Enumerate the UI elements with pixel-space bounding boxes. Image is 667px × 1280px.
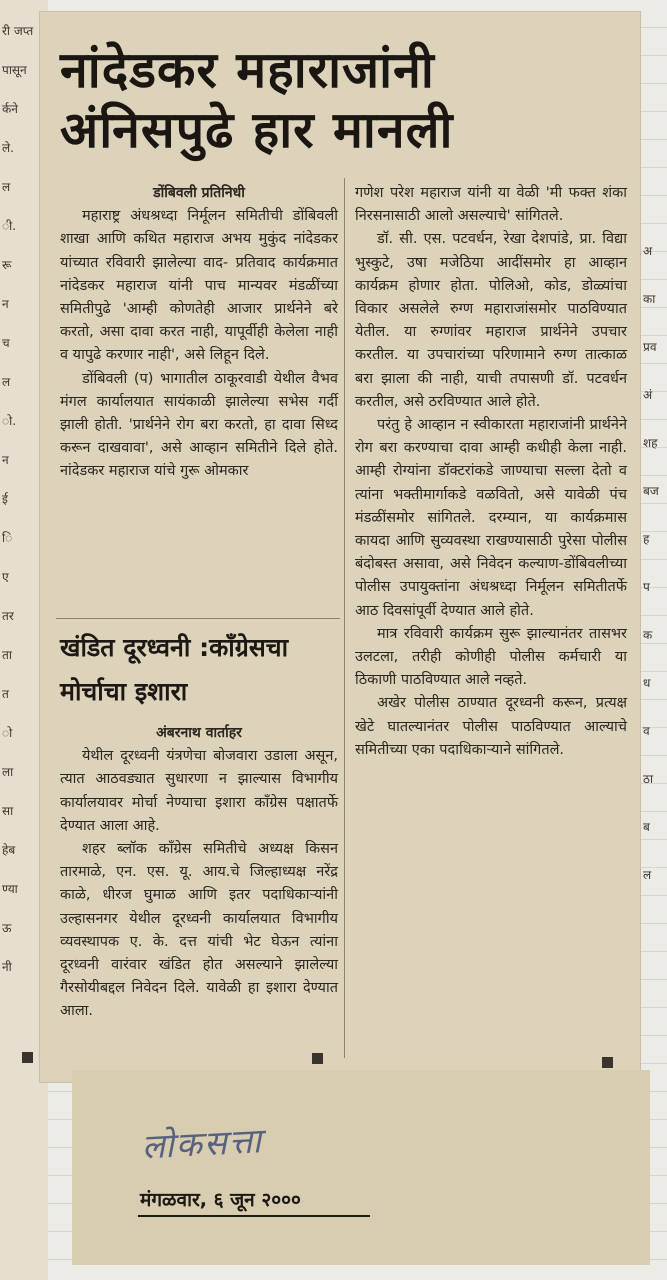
margin-text-fragment: ण्या — [2, 882, 18, 896]
paragraph: अखेर पोलीस ठाण्यात दूरध्वनी करून, प्रत्यक्ष खेटे घातल्यानंतर पोलीस पाठविण्यात आल्याचे समितीच्या एका पदाधिकाऱ्याने सांगितले. — [355, 695, 627, 758]
margin-text-fragment: ी. — [2, 219, 17, 233]
margin-text-fragment: नी — [2, 960, 12, 974]
margin-text-fragment: ल — [2, 375, 11, 389]
margin-text-fragment: च — [2, 336, 10, 350]
paragraph: शहर ब्लॉक कॉंग्रेस समितीचे अध्यक्ष किसन तारमाळे, एन. एस. यू. आय.चे जिल्हाध्यक्ष नरेंद्र काळे, धीरज घुमाळ आणि इतर पदाधिकाऱ्यांनी उल्हासनगर येथील दूरध्वनी कार्यालयात विभागीय व्यवस्थापक ए. के. दत्त यांची भेट घेऊन त्यांना दूरध्वनी वारंवार खंडित होत असल्याने झालेल्या गैरसोयीबद्दल निवेदन दिले. यावेळी हा इशारा देण्यात आला. — [60, 841, 338, 1020]
margin-text-fragment: ला — [2, 765, 14, 779]
margin-text-fragment: ो. — [2, 414, 17, 428]
byline-sub: अंबरनाथ वार्ताहर — [156, 725, 242, 741]
masthead-logo: लोकसत्ता — [140, 1121, 265, 1168]
margin-text-fragment: न — [2, 297, 9, 311]
margin-text-fragment: प्रव — [643, 340, 657, 354]
margin-text-fragment: तर — [2, 609, 14, 623]
column-divider — [344, 178, 345, 1058]
paragraph: महाराष्ट्र अंधश्रध्दा निर्मूलन समितीची डोंबिवली शाखा आणि कथित महाराज अभय मुकुंद नांदेडकर यांच्यात रविवारी झालेल्या वाद- प्रतिवाद कार्यक्रमात नांदेडकर महाराज यांनी पाच मान्यवर मंडळींच्या समितीपुढे 'आम्ही कोणतेही आजार प्रार्थनेने बरे करतो, असा दावा करत नाही, यापूर्वीही केलेला नाही व यापुढे करणार नाही', असे लिहून दिले. — [60, 208, 338, 364]
margin-text-fragment: व — [643, 724, 650, 738]
margin-text-fragment: ए — [2, 570, 9, 584]
end-mark-icon — [22, 1052, 33, 1063]
sub-headline — [60, 626, 340, 714]
end-mark-icon — [602, 1057, 613, 1068]
sub-article-column — [60, 722, 338, 1024]
section-divider — [56, 618, 340, 619]
margin-text-fragment: ई — [2, 492, 8, 506]
margin-text-fragment: ता — [2, 648, 12, 662]
margin-text-fragment: बज — [643, 484, 659, 498]
paragraph: येथील दूरध्वनी यंत्रणेचा बोजवारा उडाला असून, त्यात आठवड्यात सुधारणा न झाल्यास विभागीय कार्यालयावर मोर्चा नेण्याचा इशारा कॉंग्रेस पक्षातर्फे देण्यात आला आहे. — [60, 748, 338, 834]
headline-line-1: नांदेडकर महाराजांनी — [60, 41, 435, 99]
dateline: मंगळवार, ६ जून २००० — [140, 1189, 301, 1211]
margin-text-fragment: शह — [643, 436, 658, 450]
margin-text-fragment: न — [2, 453, 9, 467]
margin-text-fragment: ब — [643, 820, 650, 834]
margin-text-fragment: ऊ — [2, 921, 12, 935]
end-mark-icon — [312, 1053, 323, 1064]
right-adjacent-clipping — [639, 230, 667, 930]
margin-text-fragment: ह — [643, 532, 650, 546]
margin-text-fragment: क — [643, 628, 653, 642]
sub-headline-line-1: खंडित दूरध्वनी :कॉंग्रेसचा — [60, 633, 289, 662]
paragraph: परंतु हे आव्हान न स्वीकारता महाराजांनी प्रार्थनेने रोग बरा करण्याचा दावा आम्ही कधीही केला नाही. आम्ही रोग्यांना डॉक्टरांकडे जाण्याचा सल्ला देतो व त्यांना भक्तीमार्गाकडे वळवितो, असे यावेळी पंच मंडळींसमोर सांगितले. दरम्यान, या कार्यक्रमास कायदा आणि सुव्यवस्था राखण्यासाठी पुरेसा पोलीस बंदोबस्त असावा, असे निवेदन कल्याण-डोंबिवलीच्या पोलीस उपायुक्तांना अंधश्रध्दा निर्मूलन समितीतर्फे आठ दिवसांपूर्वी देण्यात आले होते. — [355, 417, 627, 619]
margin-text-fragment: सा — [2, 804, 14, 818]
paragraph: डॉ. सी. एस. पटवर्धन, रेखा देशपांडे, प्रा. विद्या भुस्कुटे, उषा मजेठिया आदींसमोर हा आव्हान कार्यक्रम होणार होता. पोलिओ, कोड, डोळ्यांचा विकार असलेले रुग्ण महाराजांसमोर पाठविण्यात येतील. या रुग्णांवर महाराज प्रार्थनेने उपचार करतील. या उपचारांच्या परिणामाने रुग्ण तात्काळ बरा झाला की नाही, याची तपासणी डॉ. पटवर्धन करतील, असे ठरविण्यात आले होते. — [355, 231, 627, 410]
margin-text-fragment: री जप्त — [2, 24, 34, 38]
headline-line-2: अंनिसपुढे हार मानली — [60, 101, 454, 159]
margin-text-fragment: ध — [643, 676, 651, 690]
margin-text-fragment: हेब — [2, 843, 16, 857]
paragraph: डोंबिवली (प) भागातील ठाकूरवाडी येथील वैभव मंगल कार्यालयात सायंकाळी झालेल्या सभेस गर्दी झाली होती. 'प्रार्थनेने रोग बरा करतो, हा दावा सिध्द करून दाखवावा', असे आव्हान समितीने दिले होते. नांदेडकर महाराज यांचे गुरू ओमकार — [60, 370, 338, 480]
paragraph: मात्र रविवारी कार्यक्रम सुरू झाल्यानंतर तासभर उलटला, तरीही कोणीही पोलीस कर्मचारी या ठिकाणी पाठविण्यात आले नव्हते. — [355, 625, 627, 689]
margin-text-fragment: रू — [2, 258, 12, 272]
margin-text-fragment: पासून — [2, 63, 27, 77]
margin-text-fragment: ल — [2, 180, 11, 194]
sub-headline-line-2: मोर्चाचा इशारा — [60, 677, 188, 706]
headline — [60, 40, 630, 160]
margin-text-fragment: का — [643, 292, 656, 306]
article-right-column — [355, 182, 627, 762]
margin-text-fragment: त — [2, 687, 9, 701]
margin-text-fragment: ो — [2, 726, 13, 740]
margin-text-fragment: ठा — [643, 772, 654, 786]
article-left-column — [60, 182, 338, 484]
margin-text-fragment: प — [643, 580, 650, 594]
byline-main: डोंबिवली प्रतिनिधी — [153, 185, 245, 201]
margin-text-fragment: ल — [643, 868, 652, 882]
dateline-underline — [138, 1215, 370, 1217]
margin-text-fragment: र्कने — [2, 102, 18, 116]
margin-text-fragment: अं — [643, 388, 653, 402]
paragraph: गणेश परेश महाराज यांनी या वेळी 'मी फक्त शंका निरसनासाठी आलो असल्याचे' सांगितले. — [355, 185, 627, 225]
margin-text-fragment: अ — [643, 244, 653, 258]
margin-text-fragment: ले. — [2, 141, 14, 155]
margin-text-fragment: ि — [2, 531, 13, 545]
